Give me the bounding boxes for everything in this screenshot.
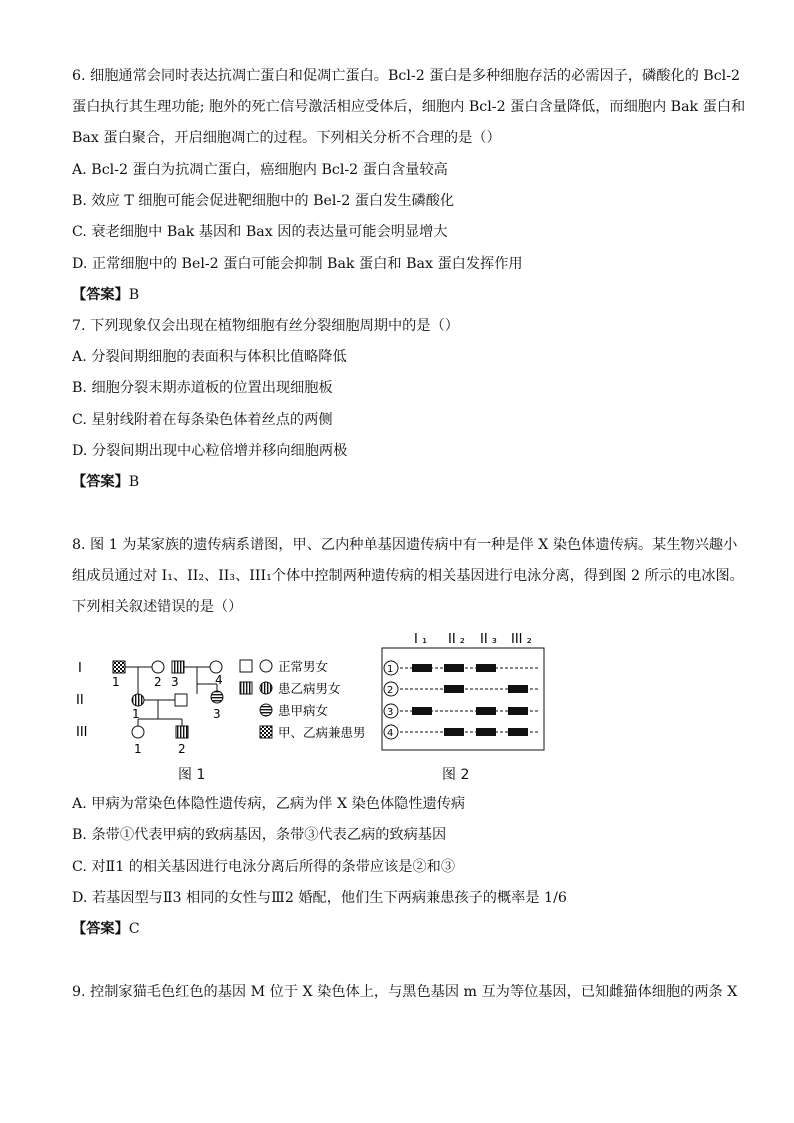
- individual-III1: [132, 726, 144, 738]
- q8-stem-line-2: 组成员通过对 I₁、II₂、II₃、III₁个体中控制两种遗传病的相关基因进行电泳分离，得到图 2 所示的电冰图。: [72, 568, 744, 584]
- answer-value: C: [128, 921, 140, 937]
- individual-number: 1: [134, 742, 142, 756]
- band: [444, 664, 464, 672]
- individual-number: 2: [178, 742, 186, 756]
- q7-option-b: B. 细胞分裂末期赤道板的位置出现细胞板: [72, 380, 333, 396]
- individual-II1: [132, 694, 144, 706]
- answer-value: B: [128, 474, 140, 490]
- individual-II3: [211, 691, 223, 703]
- q7-option-c: C. 星射线附着在每条染色体着丝点的两侧: [72, 412, 333, 428]
- individual-I1: [113, 661, 125, 673]
- individual-number: 1: [112, 675, 120, 689]
- row-label: 2: [387, 685, 394, 696]
- answer-tag: 【答案】: [72, 474, 129, 490]
- q6-option-b: B. 效应 T 细胞可能会促进靶细胞中的 Bel-2 蛋白发生磷酸化: [72, 193, 455, 209]
- q9-stem-line-1: 9. 控制家猫毛色红色的基因 M 位于 X 染色体上，与黑色基因 m 互为等位基因，已知雌猫体细胞的两条 X: [72, 984, 738, 1000]
- q6-option-c: C. 衰老细胞中 Bak 基因和 Bax 因的表达量可能会明显增大: [72, 224, 448, 240]
- legend-a-female-icon: [260, 704, 272, 716]
- band: [412, 707, 432, 715]
- q8-option-c: C. 对Ⅱ1 的相关基因进行电泳分离后所得的条带应该是②和③: [72, 859, 456, 875]
- band: [508, 728, 528, 736]
- legend-label: 甲、乙病兼患男: [278, 725, 366, 740]
- individual-III2: [176, 726, 188, 738]
- generation-label: III: [76, 725, 88, 740]
- legend-label: 正常男女: [278, 659, 329, 674]
- individual-I4: [210, 661, 222, 673]
- legend-b-male-icon: [240, 682, 252, 694]
- row-label: 4: [387, 728, 394, 739]
- lane-header: III ₂: [511, 632, 532, 647]
- band: [412, 664, 432, 672]
- q8-stem-line-3: 下列相关叙述错误的是（）: [72, 599, 243, 615]
- figure1-caption: 图 1: [178, 767, 206, 783]
- band: [444, 728, 464, 736]
- band: [508, 685, 528, 693]
- band: [444, 685, 464, 693]
- band: [476, 707, 496, 715]
- q6-stem-line-3: Bax 蛋白聚合，开启细胞凋亡的过程。下列相关分析不合理的是（）: [72, 130, 501, 146]
- q7-option-a: A. 分裂间期细胞的表面积与体积比值略降低: [72, 349, 347, 365]
- individual-I3: [172, 661, 184, 673]
- answer-tag: 【答案】: [72, 921, 129, 937]
- legend-normal-female-icon: [260, 660, 272, 672]
- q6-option-d: D. 正常细胞中的 Bel-2 蛋白可能会抑制 Bak 蛋白和 Bax 蛋白发挥作用: [72, 256, 523, 272]
- q7-option-d: D. 分裂间期出现中心粒倍增并移向细胞两极: [72, 443, 348, 459]
- figure2-caption: 图 2: [442, 767, 470, 783]
- legend-normal-male-icon: [240, 660, 252, 672]
- answer-value: B: [128, 287, 140, 303]
- q8-stem-line-1: 8. 图 1 为某家族的遗传病系谱图，甲、乙内种单基因遗传病中有一种是伴 X 染色体遗传病。某生物兴趣小: [72, 537, 738, 553]
- pedigree-figure: [72, 640, 382, 760]
- legend-label: 患乙病男女: [278, 681, 341, 696]
- band: [476, 728, 496, 736]
- q7-answer: [72, 472, 139, 492]
- legend-label: 患甲病女: [278, 703, 329, 718]
- lane-header: I ₁: [414, 632, 428, 647]
- q7-stem-line-1: 7. 下列现象仅会出现在植物细胞有丝分裂细胞周期中的是（）: [72, 318, 459, 334]
- legend-b-female-icon: [260, 682, 272, 694]
- lane-header: II ₃: [480, 632, 498, 647]
- band: [476, 664, 496, 672]
- individual-number: 3: [213, 707, 221, 721]
- electrophoresis-figure: [380, 626, 550, 756]
- lane-header: II ₂: [448, 632, 466, 647]
- legend-ab-male-icon: [260, 726, 272, 738]
- q8-option-d: D. 若基因型与Ⅱ3 相同的女性与Ⅲ2 婚配，他们生下两病兼患孩子的概率是 1/6: [72, 890, 567, 906]
- q8-option-a: A. 甲病为常染色体隐性遗传病，乙病为伴 X 染色体隐性遗传病: [72, 796, 466, 812]
- row-label: 1: [387, 664, 394, 675]
- q6-answer: [72, 285, 139, 305]
- answer-tag: 【答案】: [72, 287, 129, 303]
- q6-stem-line-1: 6. 细胞通常会同时表达抗凋亡蛋白和促凋亡蛋白。Bcl-2 蛋白是多种细胞存活的必需因子，磷酸化的 Bcl-2: [72, 68, 741, 84]
- q6-stem-line-2: 蛋白执行其生理功能; 胞外的死亡信号激活相应受体后，细胞内 Bcl-2 蛋白含量降低，而细胞内 Bak 蛋白和: [72, 99, 746, 115]
- generation-label: II: [76, 693, 84, 708]
- individual-I2: [152, 661, 164, 673]
- individual-number: 1: [132, 707, 140, 721]
- individual-number: 3: [171, 675, 179, 689]
- q8-option-b: B. 条带①代表甲病的致病基因，条带③代表乙病的致病基因: [72, 827, 447, 843]
- generation-label: I: [78, 661, 82, 676]
- individual-number: 2: [154, 675, 162, 689]
- individual-II2: [175, 694, 187, 706]
- individual-number: 4: [215, 673, 223, 687]
- band: [508, 707, 528, 715]
- row-label: 3: [387, 707, 394, 718]
- q8-answer: [72, 919, 140, 939]
- q6-option-a: A. Bcl-2 蛋白为抗凋亡蛋白，癌细胞内 Bcl-2 蛋白含量较高: [72, 162, 448, 178]
